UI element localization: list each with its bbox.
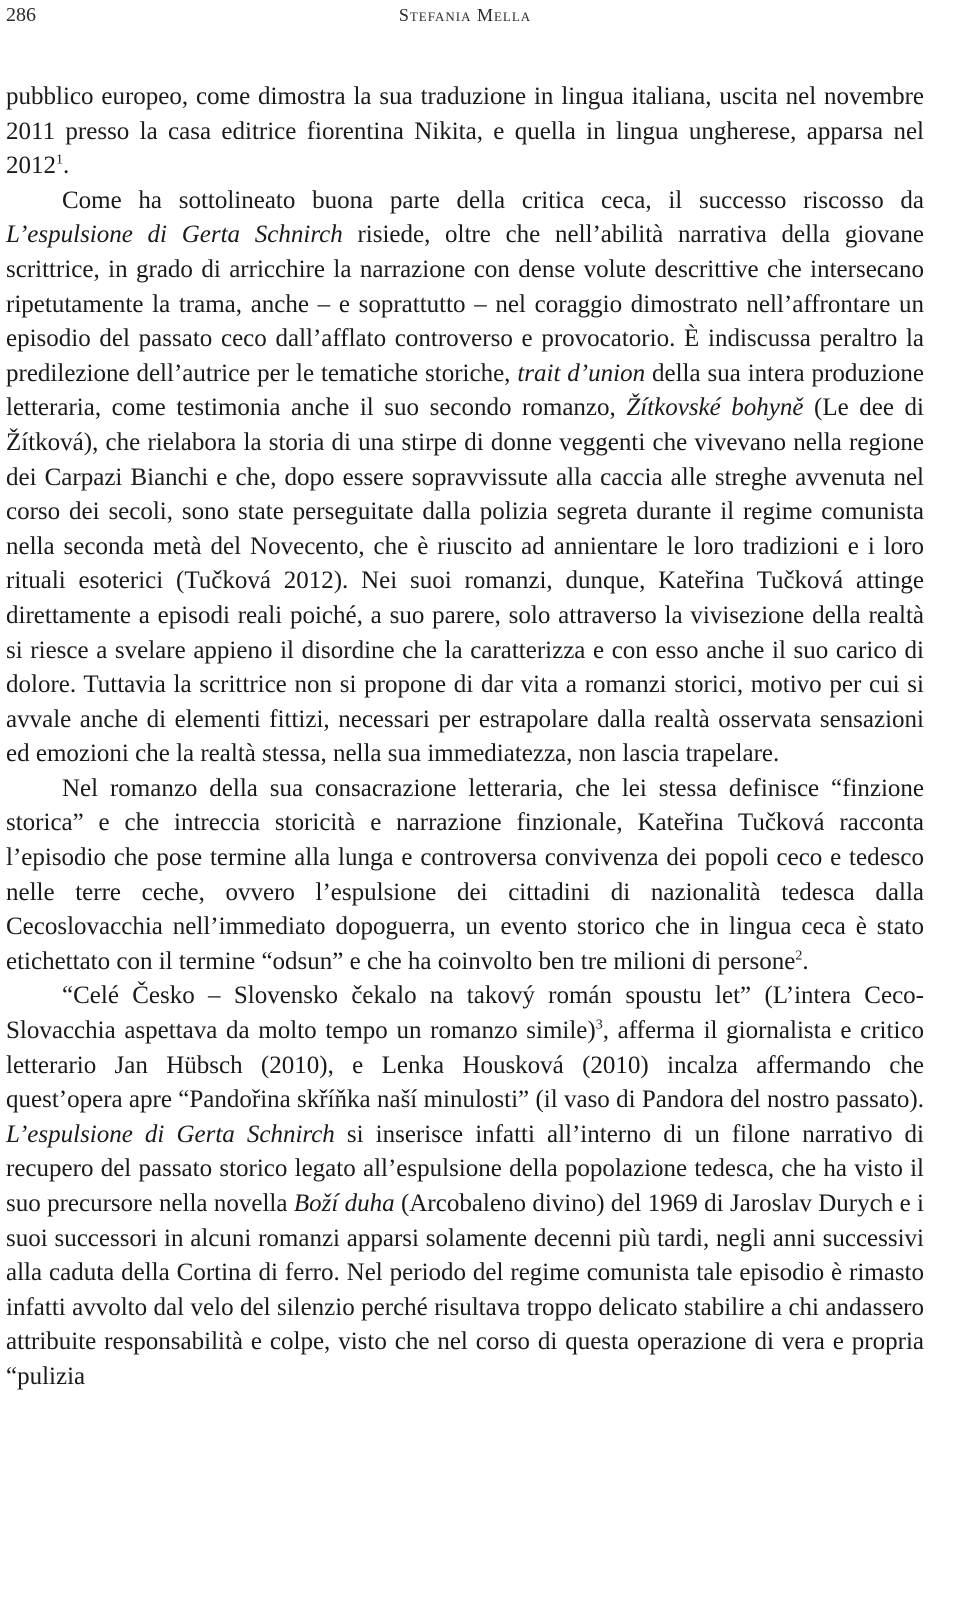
text-run: si inserisce infatti all’interno di un filone narrativo di recupero del passato storico legato all’espulsione della popolazione tedesca, che ha visto il suo precursore nella novella [6, 1120, 924, 1217]
paragraph [6, 979, 924, 1394]
paragraph [6, 772, 924, 980]
text-run: . [63, 152, 70, 180]
paragraph [6, 184, 924, 772]
body-text [6, 80, 924, 1395]
text-run: (Le dee di Žítková), che rielabora la storia di una stirpe di donne veggenti che vivevano nella regione dei Carpazi Bianchi e che, dopo essere sopravvissute alla caccia alle streghe avvenuta nel corso dei secoli, sono state perseguitate dalla polizia segreta durante il regime comunista nella seconda metà del Novecento, che è riuscito ad annientare le loro tradizioni e i loro rituali esoterici (Tučková 2012). Nei suoi romanzi, dunque, Kateřina Tučková attinge direttamente a episodi reali poiché, a suo parere, solo attraverso la vivisezione della realtà si riesce a svelare appieno il disordine che la caratterizza e con esso anche il suo carico di dolore. Tuttavia la scrittrice non si propone di dar vita a romanzi storici, motivo per cui si avvale anche di elementi fittizi, necessari per estrapolare dalla realtà osservata sensazioni ed emozioni che la realtà stessa, nella sua immediatezza, non lascia trapelare. [6, 394, 924, 768]
text-run: “Celé Česko – Slovensko čekalo na takový román spoustu let” (L’intera Ceco-Slovacchia aspettava da molto tempo un romanzo simile) [6, 982, 924, 1045]
italic-text: L’espulsione di Gerta Schnirch [6, 221, 343, 249]
footnote-marker: 2 [795, 948, 803, 964]
text-run: risiede, oltre che nell’abilità narrativa della giovane scrittrice, in grado di arricchire la narrazione con dense volute descrittive che intersecano ripetutamente la trama, anche – e soprattutto – nel coraggio dimostrato nell’affrontare un episodio del passato ceco dall’afflato controverso e provocatorio. È indiscussa peraltro la predilezione dell’autrice per le tematiche storiche, [6, 221, 924, 387]
text-run: pubblico europeo, come dimostra la sua traduzione in lingua italiana, uscita nel novembre 2011 presso la casa editrice fiorentina Nikita, e quella in lingua ungherese, apparsa nel 2012 [6, 83, 924, 180]
text-run: Come ha sottolineato buona parte della critica ceca, il successo riscosso da [62, 186, 924, 214]
page-number: 286 [6, 3, 36, 26]
italic-text: L’espulsione di Gerta Schnirch [6, 1120, 335, 1148]
text-run: Nel romanzo della sua consacrazione letteraria, che lei stessa definisce “finzione storica” e che intreccia storicità e narrazione finzionale, Kateřina Tučková racconta l’episodio che pose termine alla lunga e controversa convivenza dei popoli ceco e tedesco nelle terre ceche, ovvero l’espulsione dei cittadini di nazionalità tedesca dalla Cecoslovacchia nell’immediato dopoguerra, un evento storico che in lingua ceca è stato etichettato con il termine “odsun” e che ha coinvolto ben tre milioni di persone [6, 774, 924, 975]
text-run: . [802, 947, 809, 975]
italic-text: Boží duha [293, 1190, 395, 1217]
footnote-marker: 1 [56, 152, 63, 168]
running-head-author: Stefania Mella [398, 4, 532, 25]
text-run: (Arcobaleno divino) del 1969 di Jaroslav Durych e i suoi successori in alcuni romanzi apparsi solamente decenni più tardi, negli anni successivi alla caduta della Cortina di ferro. Nel periodo del regime comunista tale episodio è rimasto infatti avvolto dal velo del silenzio perché risultava troppo delicato stabilire a chi andassero attribuite responsabilità e colpe, visto che nel corso di questa operazione di vera e propria “pulizia [6, 1190, 924, 1390]
running-head [6, 0, 924, 30]
footnote-marker: 3 [595, 1017, 603, 1033]
text-run: , afferma il giornalista e critico letterario Jan Hübsch (2010), e Lenka Housková (2010) incalza affermando che quest’opera apre “Pandořina skříňka naší minulosti” (il vaso di Pandora del nostro passato). [6, 1017, 924, 1114]
italic-text: trait d’union [517, 359, 646, 387]
text-run: della sua intera produzione letteraria, come testimonia anche il suo secondo romanzo, [6, 359, 924, 422]
paragraph [6, 80, 924, 184]
italic-text: Žítkovské bohyně [626, 394, 804, 422]
